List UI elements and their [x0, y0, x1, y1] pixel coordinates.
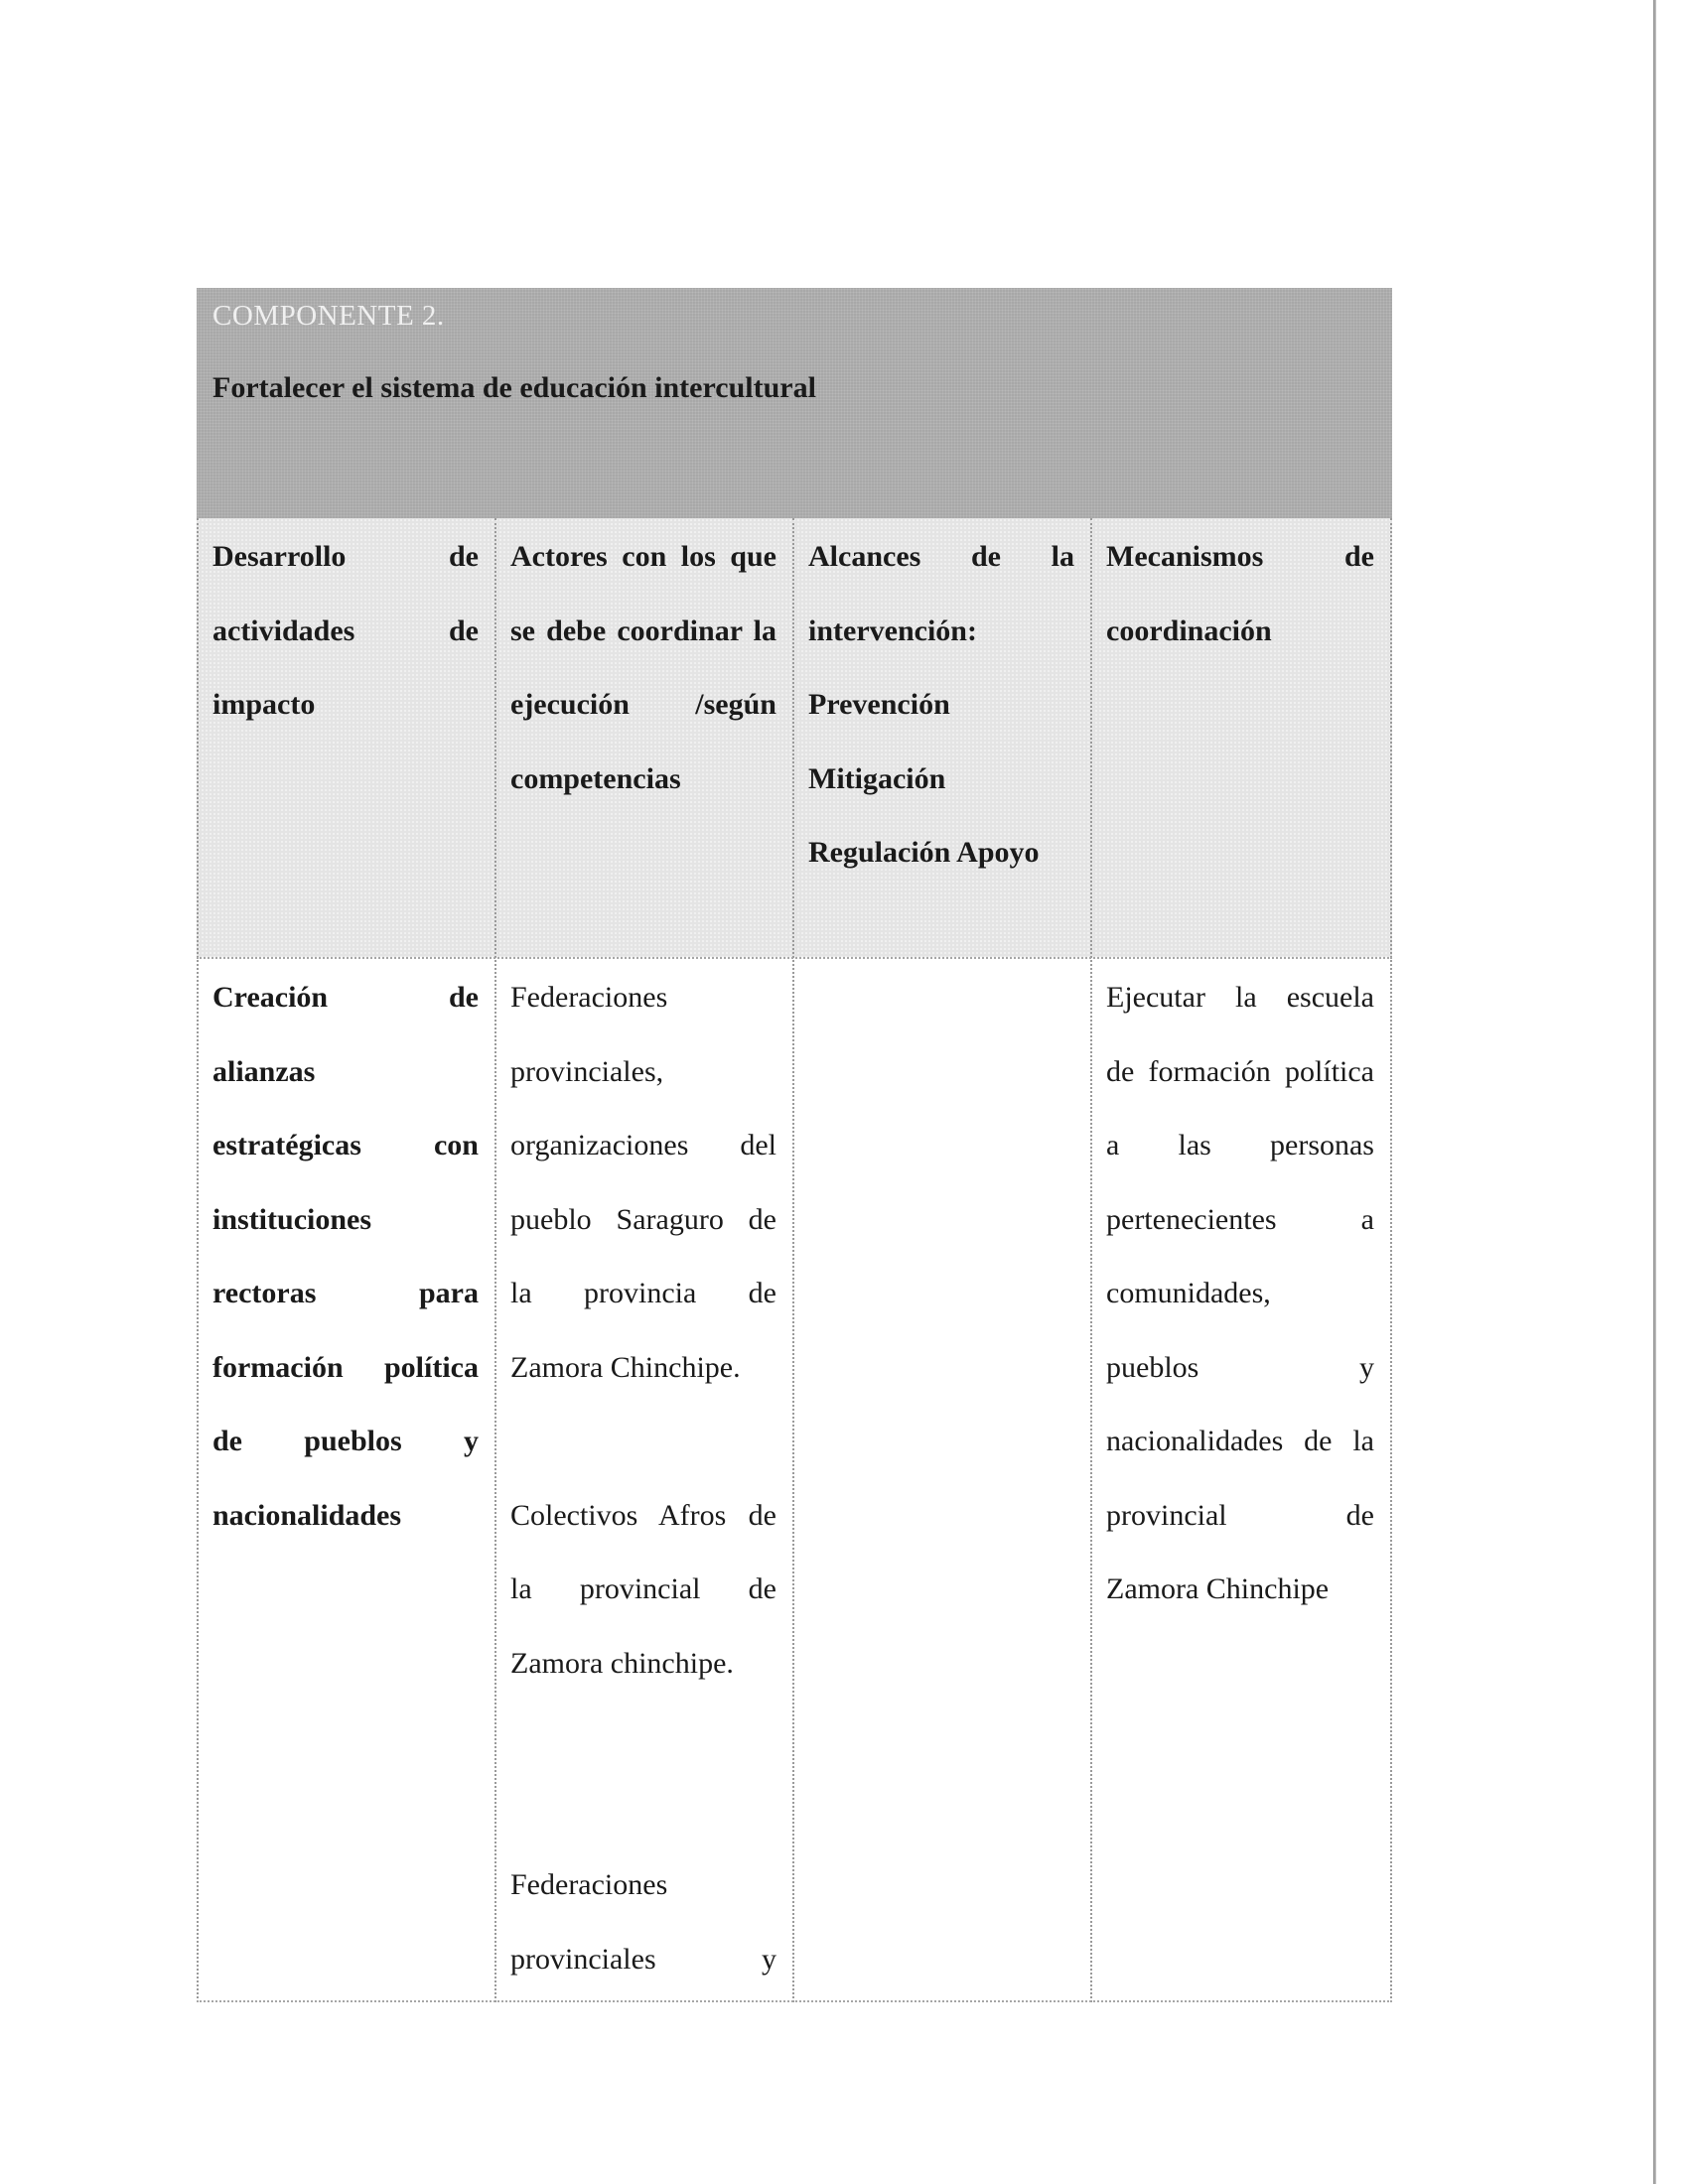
activity-line: nacionalidades: [212, 1498, 402, 1532]
actors-line: Federaciones: [510, 981, 668, 1014]
header-activities: [197, 520, 494, 743]
actors-line: Zamora Chinchipe.: [510, 1350, 741, 1384]
mechanisms-line: de formación política: [1106, 1054, 1374, 1088]
actors-line: Zamora chinchipe.: [510, 1646, 734, 1680]
paragraph-gap: [510, 1701, 776, 1848]
actors-line: Colectivos Afros de: [510, 1498, 776, 1532]
mechanisms-line: comunidades,: [1106, 1277, 1271, 1309]
activity-line: rectoras para: [212, 1277, 479, 1309]
actors-line: pueblo Saraguro de: [510, 1202, 776, 1236]
actors-line: Federaciones: [510, 1868, 668, 1901]
header-line: actividades de: [212, 614, 479, 647]
header-row-divider: [197, 957, 1392, 959]
mechanisms-line: pueblos y: [1106, 1350, 1374, 1384]
header-line: Actores con los que: [510, 540, 776, 573]
mechanisms-line: Ejecutar la escuela: [1106, 981, 1374, 1014]
activity-line: estratégicas con: [212, 1129, 479, 1161]
paragraph-gap: [510, 1405, 776, 1479]
header-line: Regulación Apoyo: [808, 836, 1040, 869]
mechanisms-line: nacionalidades de la: [1106, 1425, 1374, 1457]
actors-line: la provincia de: [510, 1277, 776, 1309]
header-line: Desarrollo de: [212, 540, 479, 573]
header-line: Mecanismos de: [1106, 540, 1374, 573]
header-line: impacto: [212, 688, 316, 721]
activity-line: Creación de: [212, 981, 479, 1014]
header-mechanisms: [1090, 520, 1390, 668]
actors-line: provinciales y: [510, 1942, 776, 1976]
table-border-right: [1390, 518, 1392, 2002]
page-edge-shadow: [1653, 0, 1656, 2184]
header-line: Prevención: [808, 688, 950, 721]
cell-actors: [494, 961, 792, 1996]
component-header: [197, 288, 1392, 518]
header-line: competencias: [510, 761, 681, 795]
mechanisms-line: provincial de: [1106, 1498, 1374, 1532]
activity-line: de pueblos y: [212, 1425, 479, 1457]
header-line: Mitigación: [808, 761, 946, 795]
header-line: ejecución /según: [510, 688, 776, 721]
header-actors: [494, 520, 792, 816]
mechanisms-line: a las personas: [1106, 1129, 1374, 1161]
component-title: Fortalecer el sistema de educación intercultural: [212, 371, 816, 404]
activity-line: alianzas: [212, 1054, 316, 1088]
table-border-bottom: [197, 2000, 1392, 2002]
activity-line: formación política: [212, 1350, 479, 1384]
component-table: [197, 288, 1392, 2002]
mechanisms-line: Zamora Chinchipe: [1106, 1572, 1330, 1605]
header-scope: [792, 520, 1090, 890]
mechanisms-line: pertenecientes a: [1106, 1202, 1374, 1236]
actors-line: organizaciones del: [510, 1129, 776, 1161]
header-line: se debe coordinar la: [510, 614, 776, 647]
actors-line: provinciales,: [510, 1054, 664, 1088]
header-line: intervención:: [808, 614, 977, 647]
header-line: coordinación: [1106, 614, 1272, 647]
cell-activity: [197, 961, 494, 1553]
component-label: COMPONENTE 2.: [212, 300, 445, 332]
activity-line: instituciones: [212, 1202, 372, 1236]
cell-mechanisms: [1090, 961, 1390, 1627]
header-line: Alcances de la: [808, 540, 1074, 573]
actors-line: la provincial de: [510, 1572, 776, 1605]
